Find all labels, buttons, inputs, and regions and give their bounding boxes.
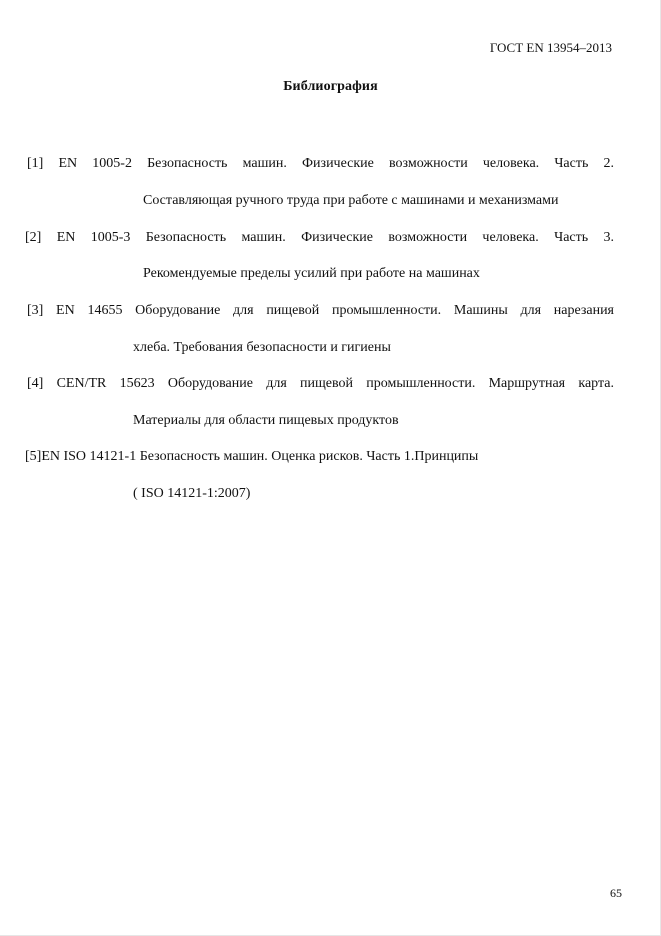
bib-entry-4-line-1: [4] CEN/TR 15623 Оборудование для пищевой промышленности. Маршрутная карта. (27, 376, 614, 391)
bib-entry-3-line-1: [3] EN 14655 Оборудование для пищевой промышленности. Машины для нарезания (27, 303, 614, 318)
page-title: Библиография (283, 79, 378, 94)
bib-entry-2-line-2: Рекомендуемые пределы усилий при работе на машинах (143, 266, 480, 281)
bib-entry-5-line-1: [5]EN ISO 14121-1 Безопасность машин. Оценка рисков. Часть 1.Принципы (25, 449, 479, 464)
bib-entry-2-line-1: [2] EN 1005-3 Безопасность машин. Физические возможности человека. Часть 3. (25, 230, 614, 245)
bib-entry-3-line-2: хлеба. Требования безопасности и гигиены (133, 340, 391, 355)
bib-entry-4-line-2: Материалы для области пищевых продуктов (133, 413, 399, 428)
bib-entry-1-line-1: [1] EN 1005-2 Безопасность машин. Физические возможности человека. Часть 2. (27, 156, 614, 171)
bib-entry-5-line-2: ( ISO 14121-1:2007) (133, 486, 251, 501)
standard-header: ГОСТ EN 13954–2013 (489, 40, 612, 55)
page-number: 65 (610, 886, 622, 900)
bib-entry-1-line-2: Составляющая ручного труда при работе с машинами и механизмами (143, 193, 559, 208)
